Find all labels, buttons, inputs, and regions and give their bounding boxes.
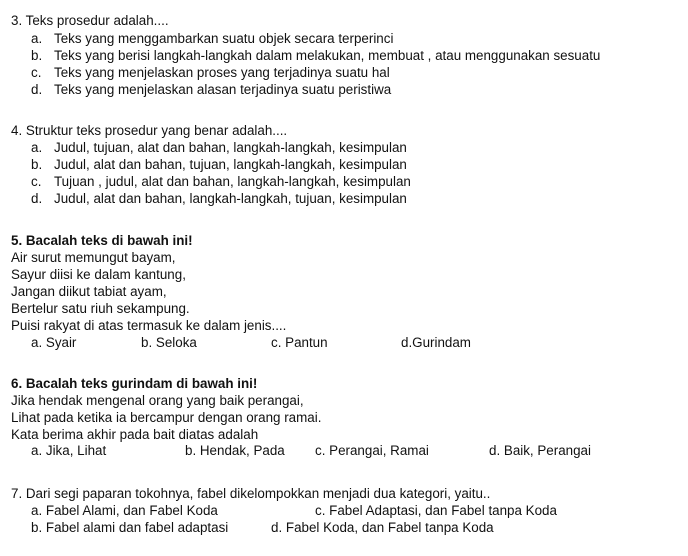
- question-5-text-line-5: Puisi rakyat di atas termasuk ke dalam jenis....: [11, 318, 287, 333]
- option-text: Tujuan , judul, alat dan bahan, langkah-langkah, kesimpulan: [54, 174, 411, 189]
- question-6-text-line-2: Lihat pada ketika ia bercampur dengan orang ramai.: [11, 410, 322, 425]
- question-4-option-a: [31, 139, 407, 157]
- option-letter: d.: [31, 191, 43, 206]
- question-5-option-c: c. Pantun: [271, 335, 328, 350]
- option-text: Judul, alat dan bahan, langkah-langkah, tujuan, kesimpulan: [54, 191, 407, 206]
- question-6-option-d: d. Baik, Perangai: [489, 443, 591, 458]
- question-4-option-b: [31, 156, 407, 174]
- question-3-stem: 3. Teks prosedur adalah....: [11, 13, 169, 28]
- question-5-text-line-4: Bertelur satu riuh sekampung.: [11, 301, 190, 316]
- question-6-text-line-1: Jika hendak mengenal orang yang baik perangai,: [11, 393, 304, 408]
- question-4-option-c: [31, 173, 411, 191]
- question-6-option-b: b. Hendak, Pada: [185, 443, 285, 458]
- question-6-text-line-3: Kata berima akhir pada bait diatas adalah: [11, 427, 259, 442]
- question-6-option-c: c. Perangai, Ramai: [315, 443, 429, 458]
- question-6-stem: 6. Bacalah teks gurindam di bawah ini!: [11, 376, 258, 391]
- option-text: Teks yang berisi langkah-langkah dalam melakukan, membuat , atau menggunakan sesuatu: [54, 48, 601, 63]
- question-7-option-b: b. Fabel alami dan fabel adaptasi: [31, 520, 229, 535]
- option-letter: c.: [31, 65, 42, 80]
- question-5-stem: 5. Bacalah teks di bawah ini!: [11, 233, 193, 248]
- question-7-option-d: d. Fabel Koda, dan Fabel tanpa Koda: [271, 520, 494, 535]
- option-letter: d.: [31, 82, 43, 97]
- question-3-option-a: [31, 30, 393, 48]
- option-letter: b.: [31, 157, 43, 172]
- option-text: Teks yang menggambarkan suatu objek secara terperinci: [54, 31, 394, 46]
- question-5-option-b: b. Seloka: [141, 335, 197, 350]
- option-text: Judul, alat dan bahan, tujuan, langkah-langkah, kesimpulan: [54, 157, 407, 172]
- question-3-option-c: [31, 64, 390, 82]
- option-letter: b.: [31, 48, 43, 63]
- question-5-text-line-2: Sayur diisi ke dalam kantung,: [11, 267, 186, 282]
- question-3-option-d: [31, 81, 391, 99]
- question-5-text-line-3: Jangan diikut tabiat ayam,: [11, 284, 167, 299]
- question-3-option-b: [31, 47, 600, 65]
- question-5-text-line-1: Air surut memungut bayam,: [11, 250, 176, 265]
- option-letter: a.: [31, 140, 43, 155]
- question-6-option-a: a. Jika, Lihat: [31, 443, 107, 458]
- question-5-option-d: d.Gurindam: [401, 335, 471, 350]
- question-4-stem: 4. Struktur teks prosedur yang benar adalah....: [11, 123, 288, 138]
- question-7-option-a: a. Fabel Alami, dan Fabel Koda: [31, 503, 218, 518]
- option-text: Teks yang menjelaskan alasan terjadinya suatu peristiwa: [54, 82, 392, 97]
- question-4-option-d: [31, 190, 407, 208]
- question-5-option-a: a. Syair: [31, 335, 77, 350]
- option-letter: c.: [31, 174, 42, 189]
- question-7-stem: 7. Dari segi paparan tokohnya, fabel dikelompokkan menjadi dua kategori, yaitu..: [11, 486, 491, 501]
- option-text: Teks yang menjelaskan proses yang terjadinya suatu hal: [54, 65, 390, 80]
- option-letter: a.: [31, 31, 43, 46]
- question-7-option-c: c. Fabel Adaptasi, dan Fabel tanpa Koda: [315, 503, 557, 518]
- option-text: Judul, tujuan, alat dan bahan, langkah-langkah, kesimpulan: [54, 140, 407, 155]
